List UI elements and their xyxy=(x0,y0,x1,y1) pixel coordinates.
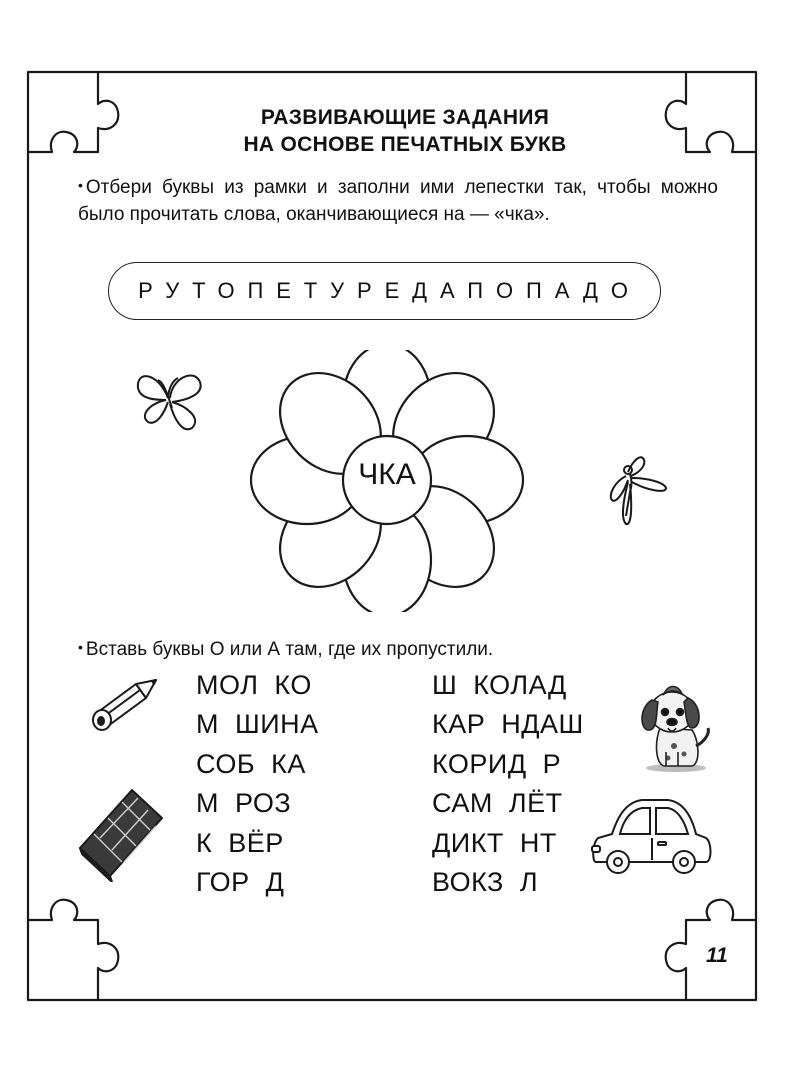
bullet: • xyxy=(78,177,83,193)
word-left-5: К ВЁР xyxy=(196,828,284,858)
dragonfly-icon xyxy=(602,452,672,532)
word-left-1: МОЛ КО xyxy=(196,670,312,700)
word-right-4: САМ ЛЁТ xyxy=(432,788,563,818)
page-title-line-1: РАЗВИВАЮЩИЕ ЗАДАНИЯ xyxy=(260,106,550,129)
puppy-icon xyxy=(630,672,714,774)
car-icon xyxy=(588,790,716,882)
page-title-line-2: НА ОСНОВЕ ПЕЧАТНЫХ БУКВ xyxy=(243,133,567,156)
page-number: 11 xyxy=(706,944,728,967)
task-2-instruction xyxy=(78,634,718,663)
task-1-instruction xyxy=(78,172,718,228)
word-right-5: ДИКТ НТ xyxy=(432,828,557,858)
word-left-4: М РОЗ xyxy=(196,788,292,818)
word-left-2: М ШИНА xyxy=(196,709,319,739)
pencil-icon xyxy=(84,674,160,734)
word-right-1: Ш КОЛАД xyxy=(432,670,567,700)
task-1-text: Отбери буквы из рамки и заполни ими лепестки так, чтобы можно было прочитать слова, оканчивающиеся на — «чка». xyxy=(78,177,718,225)
word-right-2: КАР НДАШ xyxy=(432,709,584,739)
butterfly-icon xyxy=(128,362,210,438)
word-right-3: КОРИД Р xyxy=(432,749,562,779)
letters-row: РУТОПЕТУРЕДАПОПАДО xyxy=(138,278,641,303)
word-left-6: ГОР Д xyxy=(196,867,285,897)
task-2-text: Вставь буквы О или А там, где их пропустили. xyxy=(85,639,494,660)
letters-frame xyxy=(108,262,661,320)
bullet: • xyxy=(78,639,83,655)
word-right-6: ВОКЗ Л xyxy=(432,867,539,897)
chocolate-icon xyxy=(74,784,166,882)
flower-center-text: ЧКА xyxy=(358,458,416,491)
word-left-3: СОБ КА xyxy=(196,749,306,779)
